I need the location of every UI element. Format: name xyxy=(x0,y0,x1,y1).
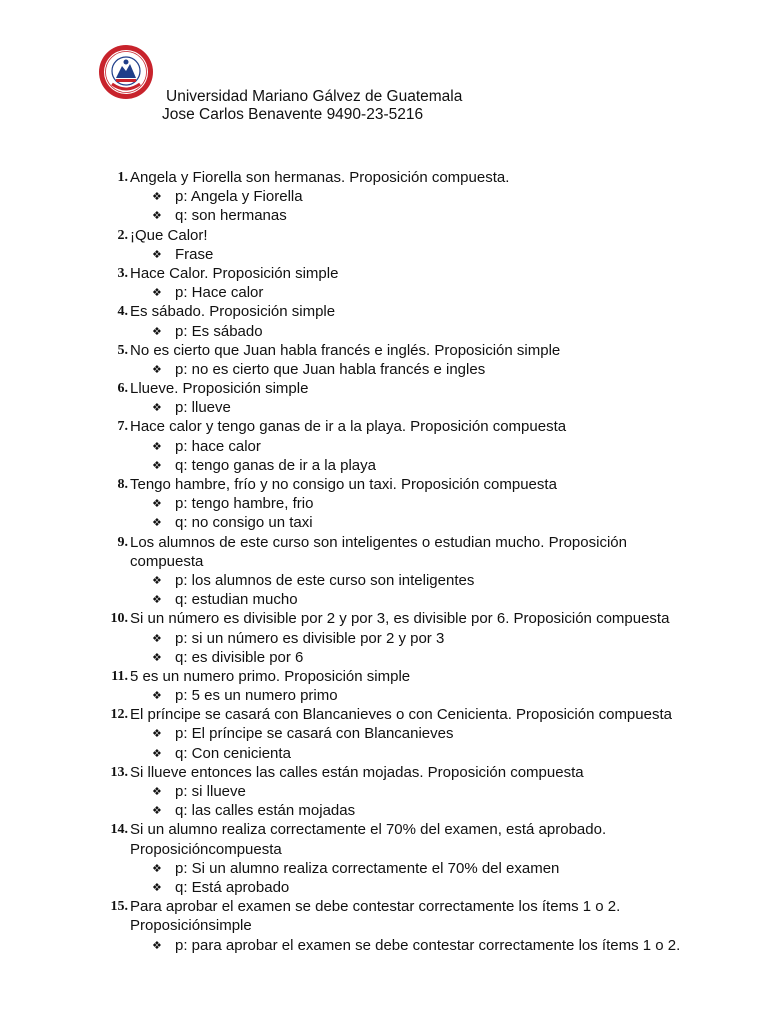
diamond-bullet-icon: ❖ xyxy=(152,785,162,798)
item-number: 12. xyxy=(110,707,128,723)
sub-item xyxy=(0,859,768,878)
sub-item xyxy=(0,648,768,667)
item-text: Llueve. Proposición simple xyxy=(130,380,309,398)
list-item xyxy=(0,609,768,628)
list-item xyxy=(0,341,768,360)
diamond-bullet-icon: ❖ xyxy=(152,650,162,664)
diamond-bullet-icon: ❖ xyxy=(152,190,162,204)
sub-item-text: q: estudian mucho xyxy=(175,591,298,609)
sub-item-text: q: Está aprobado xyxy=(175,878,290,896)
list-item xyxy=(0,667,768,686)
list-item xyxy=(0,820,768,839)
item-text: Si llueve entonces las calles están mojadas. Proposición compuesta xyxy=(130,763,584,781)
sub-item xyxy=(0,686,768,705)
list-item-continuation xyxy=(0,840,768,859)
sub-item xyxy=(0,456,768,475)
item-number: 10. xyxy=(110,611,128,627)
sub-item xyxy=(0,360,768,379)
item-text: Es sábado. Proposición simple xyxy=(130,303,336,321)
list-item xyxy=(0,417,768,436)
diamond-bullet-icon: ❖ xyxy=(152,593,162,607)
diamond-bullet-icon: ❖ xyxy=(152,324,162,338)
diamond-bullet-icon: ❖ xyxy=(152,631,162,645)
list-item-continuation xyxy=(0,916,768,935)
list-item xyxy=(0,264,768,283)
item-text: Hace Calor. Proposición simple xyxy=(130,264,339,282)
diamond-bullet-icon: ❖ xyxy=(152,458,162,472)
item-number: 8. xyxy=(117,477,128,492)
diamond-bullet-icon: ❖ xyxy=(152,516,162,530)
sub-item-text: q: Con cenicienta xyxy=(175,744,291,762)
item-text: Angela y Fiorella son hermanas. Proposición compuesta. xyxy=(130,169,510,186)
sub-item-text: p: si llueve xyxy=(175,783,246,800)
sub-item-text: q: no consigo un taxi xyxy=(175,514,313,532)
item-number: 2. xyxy=(117,227,128,243)
item-number: 5. xyxy=(117,342,128,358)
sub-item-text: p: si un número es divisible por 2 y por 3 xyxy=(175,629,445,647)
list-item xyxy=(0,302,768,321)
sub-item xyxy=(0,494,768,513)
list-item xyxy=(0,897,768,916)
sub-item-text: q: las calles están mojadas xyxy=(175,802,356,820)
item-text: Tengo hambre, frío y no consigo un taxi. Proposición compuesta xyxy=(130,476,557,493)
item-text: Proposiciónsimple xyxy=(130,917,252,935)
list-item xyxy=(0,763,768,782)
sub-item-text: Frase xyxy=(175,245,214,263)
item-text: Si un alumno realiza correctamente el 70% del examen, está aprobado. xyxy=(130,821,607,839)
item-text: El príncipe se casará con Blancanieves o con Cenicienta. Proposición compuesta xyxy=(130,706,672,724)
proposition-list xyxy=(0,168,768,955)
diamond-bullet-icon: ❖ xyxy=(152,938,162,952)
sub-item-text: q: son hermanas xyxy=(175,207,287,225)
item-text: 5 es un numero primo. Proposición simple xyxy=(130,667,411,685)
diamond-bullet-icon: ❖ xyxy=(152,401,162,415)
item-number: 7. xyxy=(117,419,128,435)
sub-item xyxy=(0,744,768,763)
item-text: Proposicióncompuesta xyxy=(130,840,282,858)
item-number: 4. xyxy=(117,304,128,320)
sub-item xyxy=(0,206,768,225)
sub-item xyxy=(0,801,768,820)
diamond-bullet-icon: ❖ xyxy=(152,727,162,741)
diamond-bullet-icon: ❖ xyxy=(152,880,162,894)
sub-item-text: q: es divisible por 6 xyxy=(175,648,304,666)
item-number: 1. xyxy=(117,170,128,185)
sub-item xyxy=(0,322,768,341)
diamond-bullet-icon: ❖ xyxy=(152,497,162,511)
item-text: compuesta xyxy=(130,552,204,570)
sub-item xyxy=(0,571,768,590)
sub-item xyxy=(0,590,768,609)
item-number: 3. xyxy=(117,265,128,281)
diamond-bullet-icon: ❖ xyxy=(152,286,162,300)
item-text: Para aprobar el examen se debe contestar correctamente los ítems 1 o 2. xyxy=(130,898,621,916)
list-item-continuation xyxy=(0,552,768,571)
sub-item xyxy=(0,629,768,648)
sub-item-text: p: los alumnos de este curso son inteligentes xyxy=(175,571,475,589)
item-number: 15. xyxy=(110,899,128,915)
item-number: 6. xyxy=(117,381,128,397)
diamond-bullet-icon: ❖ xyxy=(152,247,162,261)
item-text: ¡Que Calor! xyxy=(130,226,208,244)
item-text: Los alumnos de este curso son inteligentes o estudian mucho. Proposición xyxy=(130,533,627,551)
list-item xyxy=(0,705,768,724)
sub-item-text: p: Es sábado xyxy=(175,322,263,340)
author-line: Jose Carlos Benavente 9490-23-5216 xyxy=(162,106,424,123)
item-number: 11. xyxy=(111,668,128,684)
sub-item-text: p: hace calor xyxy=(175,437,261,455)
sub-item xyxy=(0,437,768,456)
item-text: Si un número es divisible por 2 y por 3, es divisible por 6. Proposición compuesta xyxy=(130,610,670,628)
diamond-bullet-icon: ❖ xyxy=(152,861,162,875)
sub-item-text: p: para aprobar el examen se debe contestar correctamente los ítems 1 o 2. xyxy=(175,936,681,954)
sub-item xyxy=(0,398,768,417)
item-number: 9. xyxy=(117,534,128,550)
diamond-bullet-icon: ❖ xyxy=(152,362,162,376)
item-text: Hace calor y tengo ganas de ir a la playa. Proposición compuesta xyxy=(130,418,567,436)
university-seal-logo xyxy=(98,44,154,100)
item-text: No es cierto que Juan habla francés e inglés. Proposición simple xyxy=(130,341,561,359)
university-name: Universidad Mariano Gálvez de Guatemala xyxy=(166,88,463,105)
list-item xyxy=(0,475,768,494)
diamond-bullet-icon: ❖ xyxy=(152,573,162,587)
sub-item xyxy=(0,245,768,264)
sub-item-text: p: El príncipe se casará con Blancanieves xyxy=(175,725,454,743)
diamond-bullet-icon: ❖ xyxy=(152,689,162,703)
sub-item-text: p: tengo hambre, frio xyxy=(175,495,314,513)
list-item xyxy=(0,379,768,398)
diamond-bullet-icon: ❖ xyxy=(152,804,162,818)
sub-item-text: p: no es cierto que Juan habla francés e ingles xyxy=(175,360,486,378)
diamond-bullet-icon: ❖ xyxy=(152,209,162,223)
list-item xyxy=(0,168,768,187)
sub-item xyxy=(0,283,768,302)
sub-item-text: p: llueve xyxy=(175,399,231,417)
list-item xyxy=(0,533,768,552)
sub-item-text: p: Si un alumno realiza correctamente el 70% del examen xyxy=(175,859,560,877)
sub-item xyxy=(0,878,768,897)
item-number: 14. xyxy=(110,822,128,838)
diamond-bullet-icon: ❖ xyxy=(152,439,162,453)
sub-item xyxy=(0,782,768,801)
sub-item xyxy=(0,513,768,532)
sub-item-text: p: Hace calor xyxy=(175,284,264,302)
item-number: 13. xyxy=(110,764,128,780)
sub-item-text: p: 5 es un numero primo xyxy=(175,687,338,705)
sub-item xyxy=(0,187,768,206)
list-item xyxy=(0,226,768,245)
sub-item xyxy=(0,936,768,955)
sub-item-text: q: tengo ganas de ir a la playa xyxy=(175,456,376,474)
sub-item xyxy=(0,724,768,743)
sub-item-text: p: Angela y Fiorella xyxy=(175,188,303,206)
diamond-bullet-icon: ❖ xyxy=(152,746,162,760)
